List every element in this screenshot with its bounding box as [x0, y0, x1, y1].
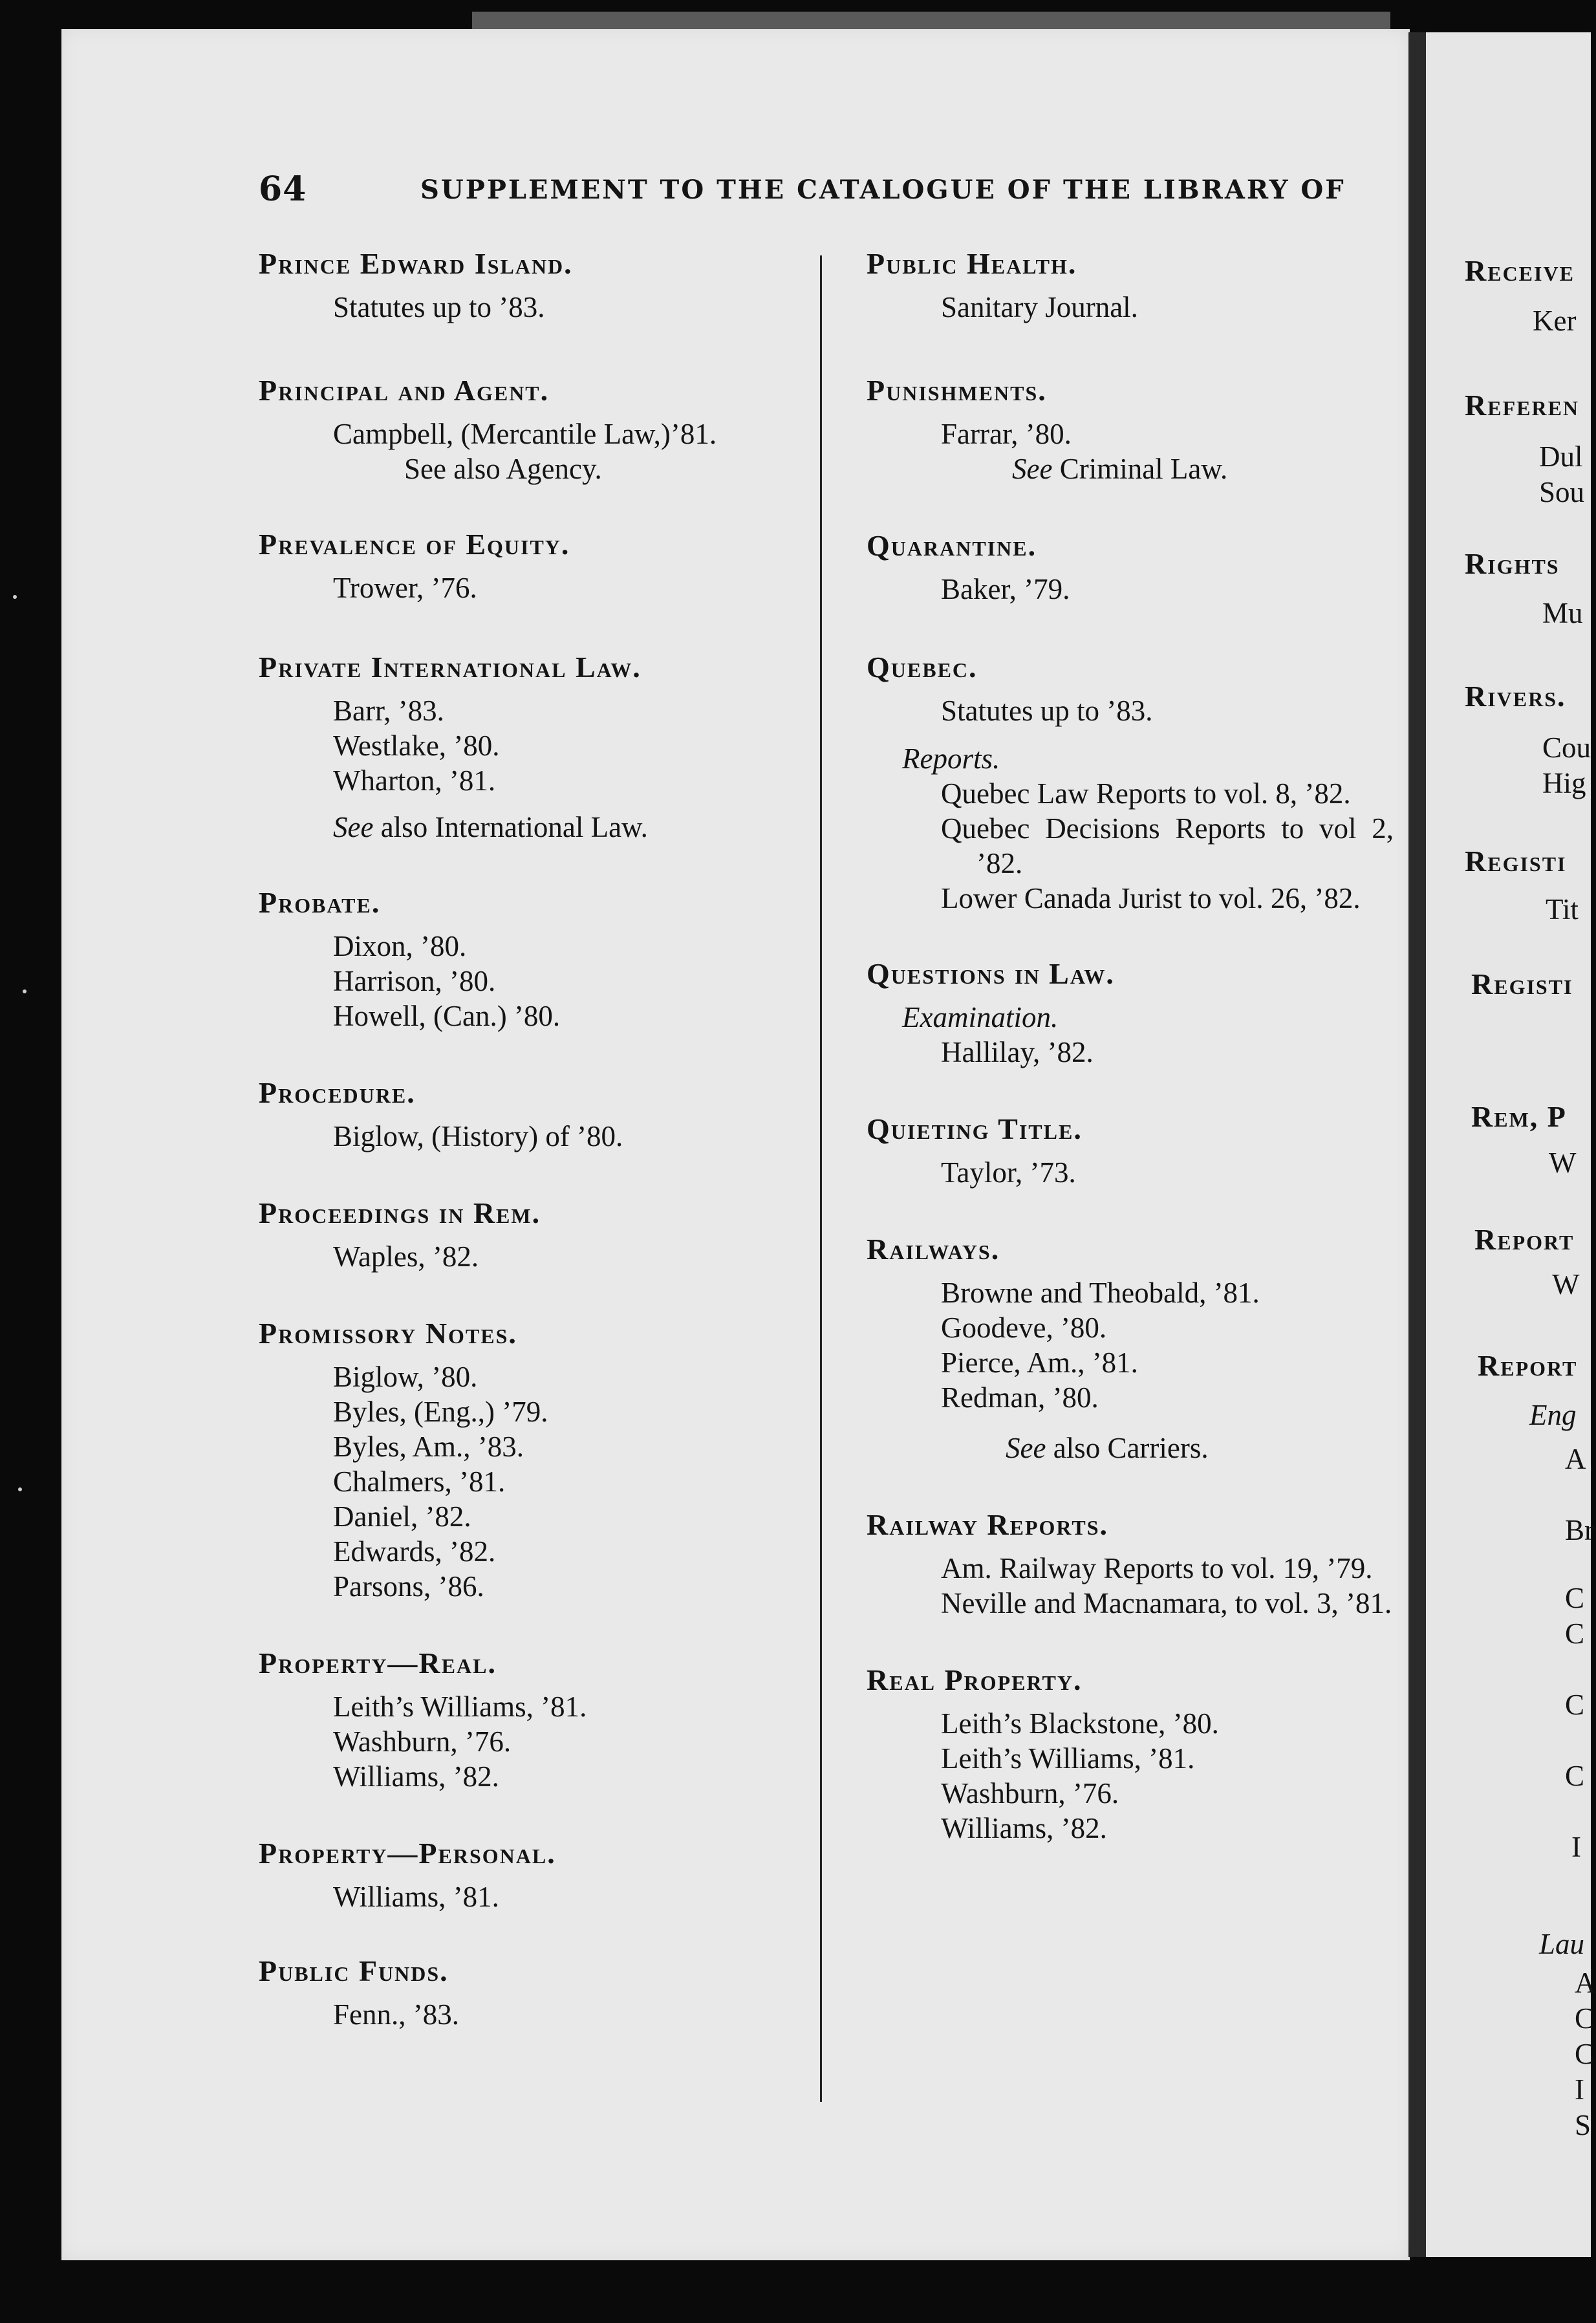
index-entry [259, 1075, 795, 1154]
entry-item: Daniel, ’82. [333, 1500, 471, 1533]
entry-heading: Property—Real. [259, 1647, 497, 1680]
next-page-item: Hig [1542, 767, 1586, 799]
next-page-item: Dul [1539, 440, 1583, 473]
index-entry [867, 1662, 1394, 1846]
next-page-item: C [1575, 2002, 1595, 2035]
entry-item: Lower Canada Jurist to vol. 26, ’82. [941, 882, 1361, 914]
entry-item: Browne and Theobald, ’81. [941, 1277, 1260, 1309]
entry-item: Biglow, ’80. [333, 1361, 478, 1393]
entry-item: Biglow, (History) of ’80. [333, 1120, 623, 1152]
see-also-reference [259, 810, 795, 845]
entry-item: Dixon, ’80. [333, 930, 467, 962]
entry-heading: Probate. [259, 886, 381, 919]
next-page-item: W [1552, 1268, 1580, 1301]
left-column [259, 246, 795, 2032]
entry-item: Harrison, ’80. [333, 965, 496, 997]
entry-item: Am. Railway Reports to vol. 19, ’79. [941, 1552, 1373, 1584]
index-entry [867, 1111, 1394, 1190]
entry-item: Hallilay, ’82. [941, 1036, 1094, 1068]
entry-item: Taylor, ’73. [941, 1156, 1076, 1189]
next-page-item: Mu [1542, 597, 1583, 629]
sub-heading-reports: Reports. [902, 742, 1000, 775]
entry-heading: Quieting Title. [867, 1112, 1083, 1145]
next-page-item: Cou [1542, 731, 1591, 764]
index-entry [259, 885, 795, 1033]
entry-item: Chalmers, ’81. [333, 1465, 506, 1498]
entry-item: Neville and Macnamara, to vol. 3, ’81. [941, 1587, 1392, 1619]
entry-heading: Quebec. [867, 651, 978, 684]
entry-item: Trower, ’76. [333, 572, 477, 604]
index-entry [259, 1953, 795, 2032]
see-also-reference [867, 451, 1394, 486]
next-page-item: A [1575, 1967, 1596, 1999]
next-page-item: Lau [1539, 1928, 1585, 1960]
next-page-item: W [1549, 1147, 1577, 1179]
next-page-heading: Report [1474, 1223, 1575, 1256]
entry-heading: Prince Edward Island. [259, 247, 573, 280]
column-divider [820, 255, 822, 2102]
next-page-item: C [1575, 2038, 1595, 2070]
entry-heading: Punishments. [867, 374, 1047, 407]
see-label: See [1006, 1432, 1046, 1464]
entry-item: Quebec Law Reports to vol. 8, ’82. [941, 777, 1351, 810]
entry-item: Parsons, ’86. [333, 1570, 484, 1603]
next-page-item: I [1571, 1831, 1581, 1863]
entry-item: Redman, ’80. [941, 1381, 1099, 1414]
next-page-heading: Registi [1471, 967, 1573, 1000]
entry-heading: Property—Personal. [259, 1837, 556, 1870]
next-page-item: C [1565, 1582, 1585, 1614]
entry-item: Byles, (Eng.,) ’79. [333, 1396, 548, 1428]
entry-item: Fenn., ’83. [333, 1998, 459, 2031]
next-page-item: Ker [1533, 305, 1577, 337]
index-entry [259, 1835, 795, 1914]
entry-heading: Public Health. [867, 247, 1077, 280]
entry-item: Williams, ’82. [333, 1760, 499, 1793]
see-also-reference [259, 451, 795, 486]
page-number: 64 [259, 169, 307, 209]
next-page-heading: Rivers. [1465, 680, 1566, 713]
sub-heading-examination: Examination. [902, 1001, 1059, 1033]
entry-item: Campbell, (Mercantile Law,)’81. [333, 418, 717, 450]
entry-item: Edwards, ’82. [333, 1535, 496, 1568]
index-entry [867, 1231, 1394, 1465]
see-also-target: also International Law. [380, 811, 648, 843]
entry-heading: Real Property. [867, 1663, 1083, 1696]
see-also-target: Criminal Law. [1059, 453, 1228, 485]
right-column [867, 246, 1394, 1846]
entry-heading: Questions in Law. [867, 957, 1115, 990]
next-page-heading: Rights [1465, 547, 1560, 580]
entry-heading: Promissory Notes. [259, 1317, 517, 1350]
entry-item: Wharton, ’81. [333, 764, 496, 797]
next-page-item: C [1565, 1617, 1585, 1650]
next-page-item: Tit [1546, 893, 1579, 925]
index-entry [259, 246, 795, 325]
scan-dust [13, 595, 17, 599]
index-entry [259, 1315, 795, 1604]
entry-heading: Public Funds. [259, 1954, 449, 1987]
entry-item: Sanitary Journal. [941, 291, 1138, 323]
entry-item: Barr, ’83. [333, 695, 444, 727]
running-title: SUPPLEMENT TO THE CATALOGUE OF THE LIBRARY OF [420, 175, 1346, 205]
entry-item: Goodeve, ’80. [941, 1312, 1107, 1344]
see-also-target: Agency. [506, 453, 602, 485]
next-page-item: S [1575, 2109, 1591, 2141]
entry-item: Leith’s Williams, ’81. [333, 1691, 587, 1723]
next-page-heading: Receive [1465, 254, 1575, 287]
entry-item: Statutes up to ’83. [941, 695, 1153, 727]
index-entry [867, 528, 1394, 607]
entry-heading: Prevalence of Equity. [259, 528, 570, 561]
index-entry [867, 956, 1394, 1070]
entry-item: Washburn, ’76. [941, 1777, 1119, 1810]
index-entry [259, 526, 795, 605]
next-page-item: Eng [1529, 1399, 1577, 1431]
entry-heading: Quarantine. [867, 529, 1037, 562]
entry-item: Waples, ’82. [333, 1240, 479, 1273]
index-entry [867, 373, 1394, 486]
entry-item: Leith’s Williams, ’81. [941, 1742, 1195, 1775]
scan-dust [18, 1487, 22, 1491]
index-entry [867, 246, 1394, 325]
entry-item: Farrar, ’80. [941, 418, 1072, 450]
index-entry [259, 1645, 795, 1794]
next-page-item: C [1565, 1760, 1585, 1792]
index-entry [259, 373, 795, 486]
entry-heading: Private International Law. [259, 651, 642, 684]
next-page-heading: Registi [1465, 845, 1567, 878]
entry-heading: Proceedings in Rem. [259, 1196, 541, 1229]
entry-item: Byles, Am., ’83. [333, 1431, 524, 1463]
next-page-item: Sou [1539, 476, 1585, 508]
index-entry [259, 1195, 795, 1274]
next-page-item: I [1575, 2073, 1584, 2106]
index-entry [259, 649, 795, 845]
index-entry [867, 649, 1394, 916]
next-page-heading: Referen [1465, 389, 1580, 422]
entry-heading: Procedure. [259, 1076, 416, 1109]
entry-item: Baker, ’79. [941, 573, 1070, 605]
next-page-heading: Rem, P [1471, 1100, 1567, 1133]
next-page-item: Br [1565, 1514, 1594, 1546]
entry-item: Quebec Decisions Reports to vol 2, ’82. [941, 812, 1394, 880]
next-page-item: A [1565, 1443, 1586, 1475]
entry-item: Williams, ’82. [941, 1812, 1107, 1844]
entry-item: Leith’s Blackstone, ’80. [941, 1707, 1219, 1740]
next-page-fragment [1426, 32, 1596, 2257]
entry-heading: Principal and Agent. [259, 374, 550, 407]
index-entry [867, 1507, 1394, 1621]
entry-item: Howell, (Can.) ’80. [333, 1000, 561, 1032]
entry-item: Williams, ’81. [333, 1881, 499, 1913]
entry-heading: Railways. [867, 1233, 1000, 1266]
entry-item: Westlake, ’80. [333, 729, 500, 762]
see-also-reference [867, 1431, 1394, 1465]
next-page-heading: Report [1478, 1349, 1578, 1382]
next-page-item: C [1565, 1689, 1585, 1721]
see-also-target: also Carriers. [1053, 1432, 1209, 1464]
entry-heading: Railway Reports. [867, 1508, 1109, 1541]
book-gutter [1408, 32, 1428, 2257]
see-label: See [333, 811, 374, 843]
entry-item: Statutes up to ’83. [333, 291, 545, 323]
see-also-label: See also [404, 453, 501, 485]
entry-item: Pierce, Am., ’81. [941, 1346, 1138, 1379]
entry-item: Washburn, ’76. [333, 1725, 512, 1758]
see-label: See [1012, 453, 1053, 485]
scan-dust [23, 989, 27, 993]
